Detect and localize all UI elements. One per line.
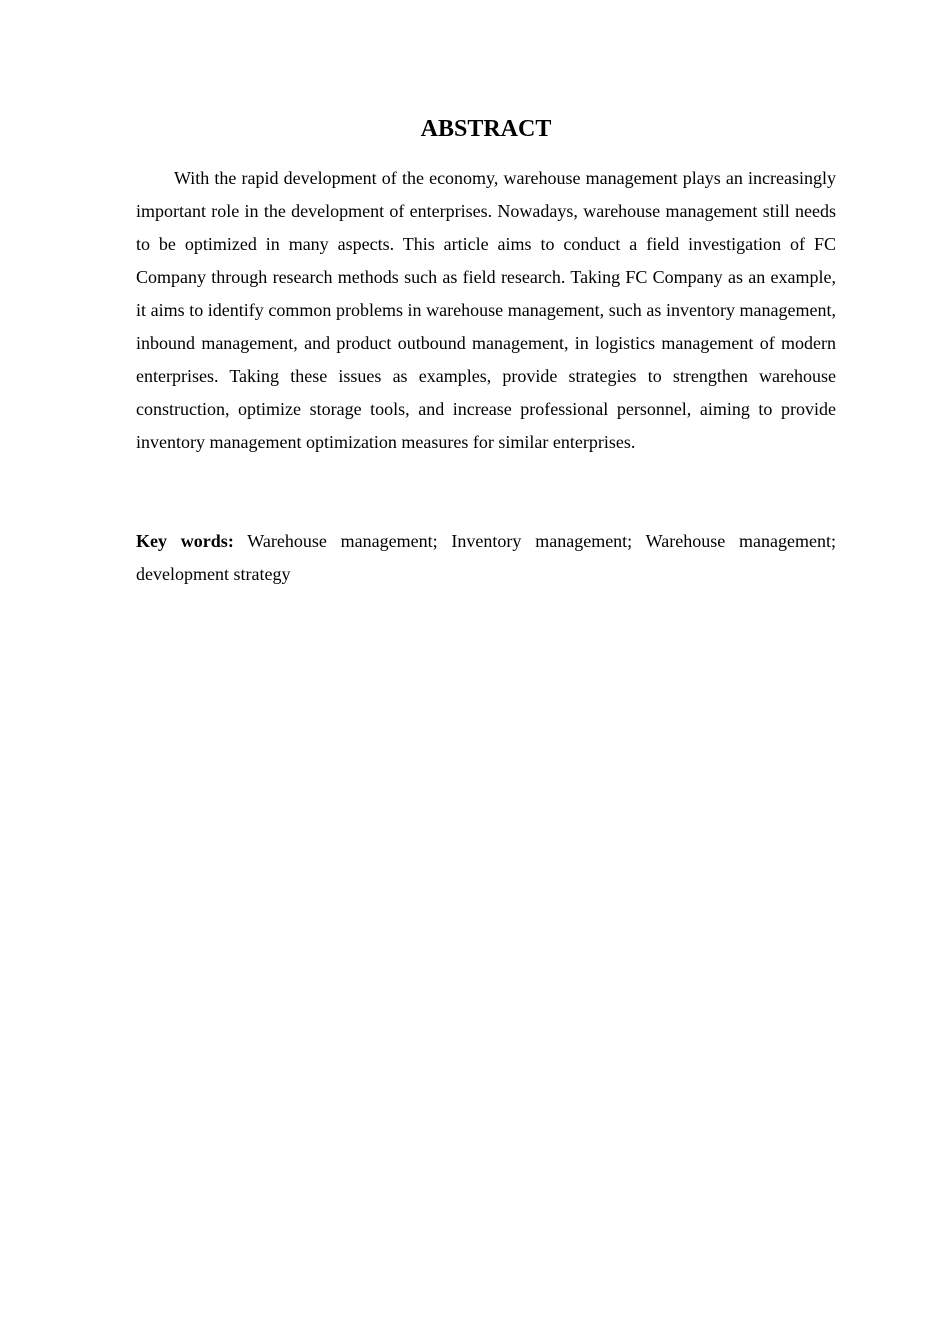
abstract-title: ABSTRACT	[420, 116, 552, 142]
keywords-label: Key words:	[136, 531, 234, 551]
keywords-text: Warehouse management; Inventory management; Warehouse management; development strategy	[136, 531, 836, 584]
keywords-paragraph	[136, 525, 836, 591]
abstract-body: With the rapid development of the economy, warehouse management plays an increasingly important role in the development of enterprises. Nowadays, warehouse management still needs to be optimized in many aspects. This article aims to conduct a field investigation of FC Company through research methods such as field research. Taking FC Company as an example, it aims to identify common problems in warehouse management, such as inventory management, inbound management, and product outbound management, in logistics management of modern enterprises. Taking these issues as examples, provide strategies to strengthen warehouse construction, optimize storage tools, and increase professional personnel, aiming to provide inventory management optimization measures for similar enterprises.	[136, 168, 836, 452]
